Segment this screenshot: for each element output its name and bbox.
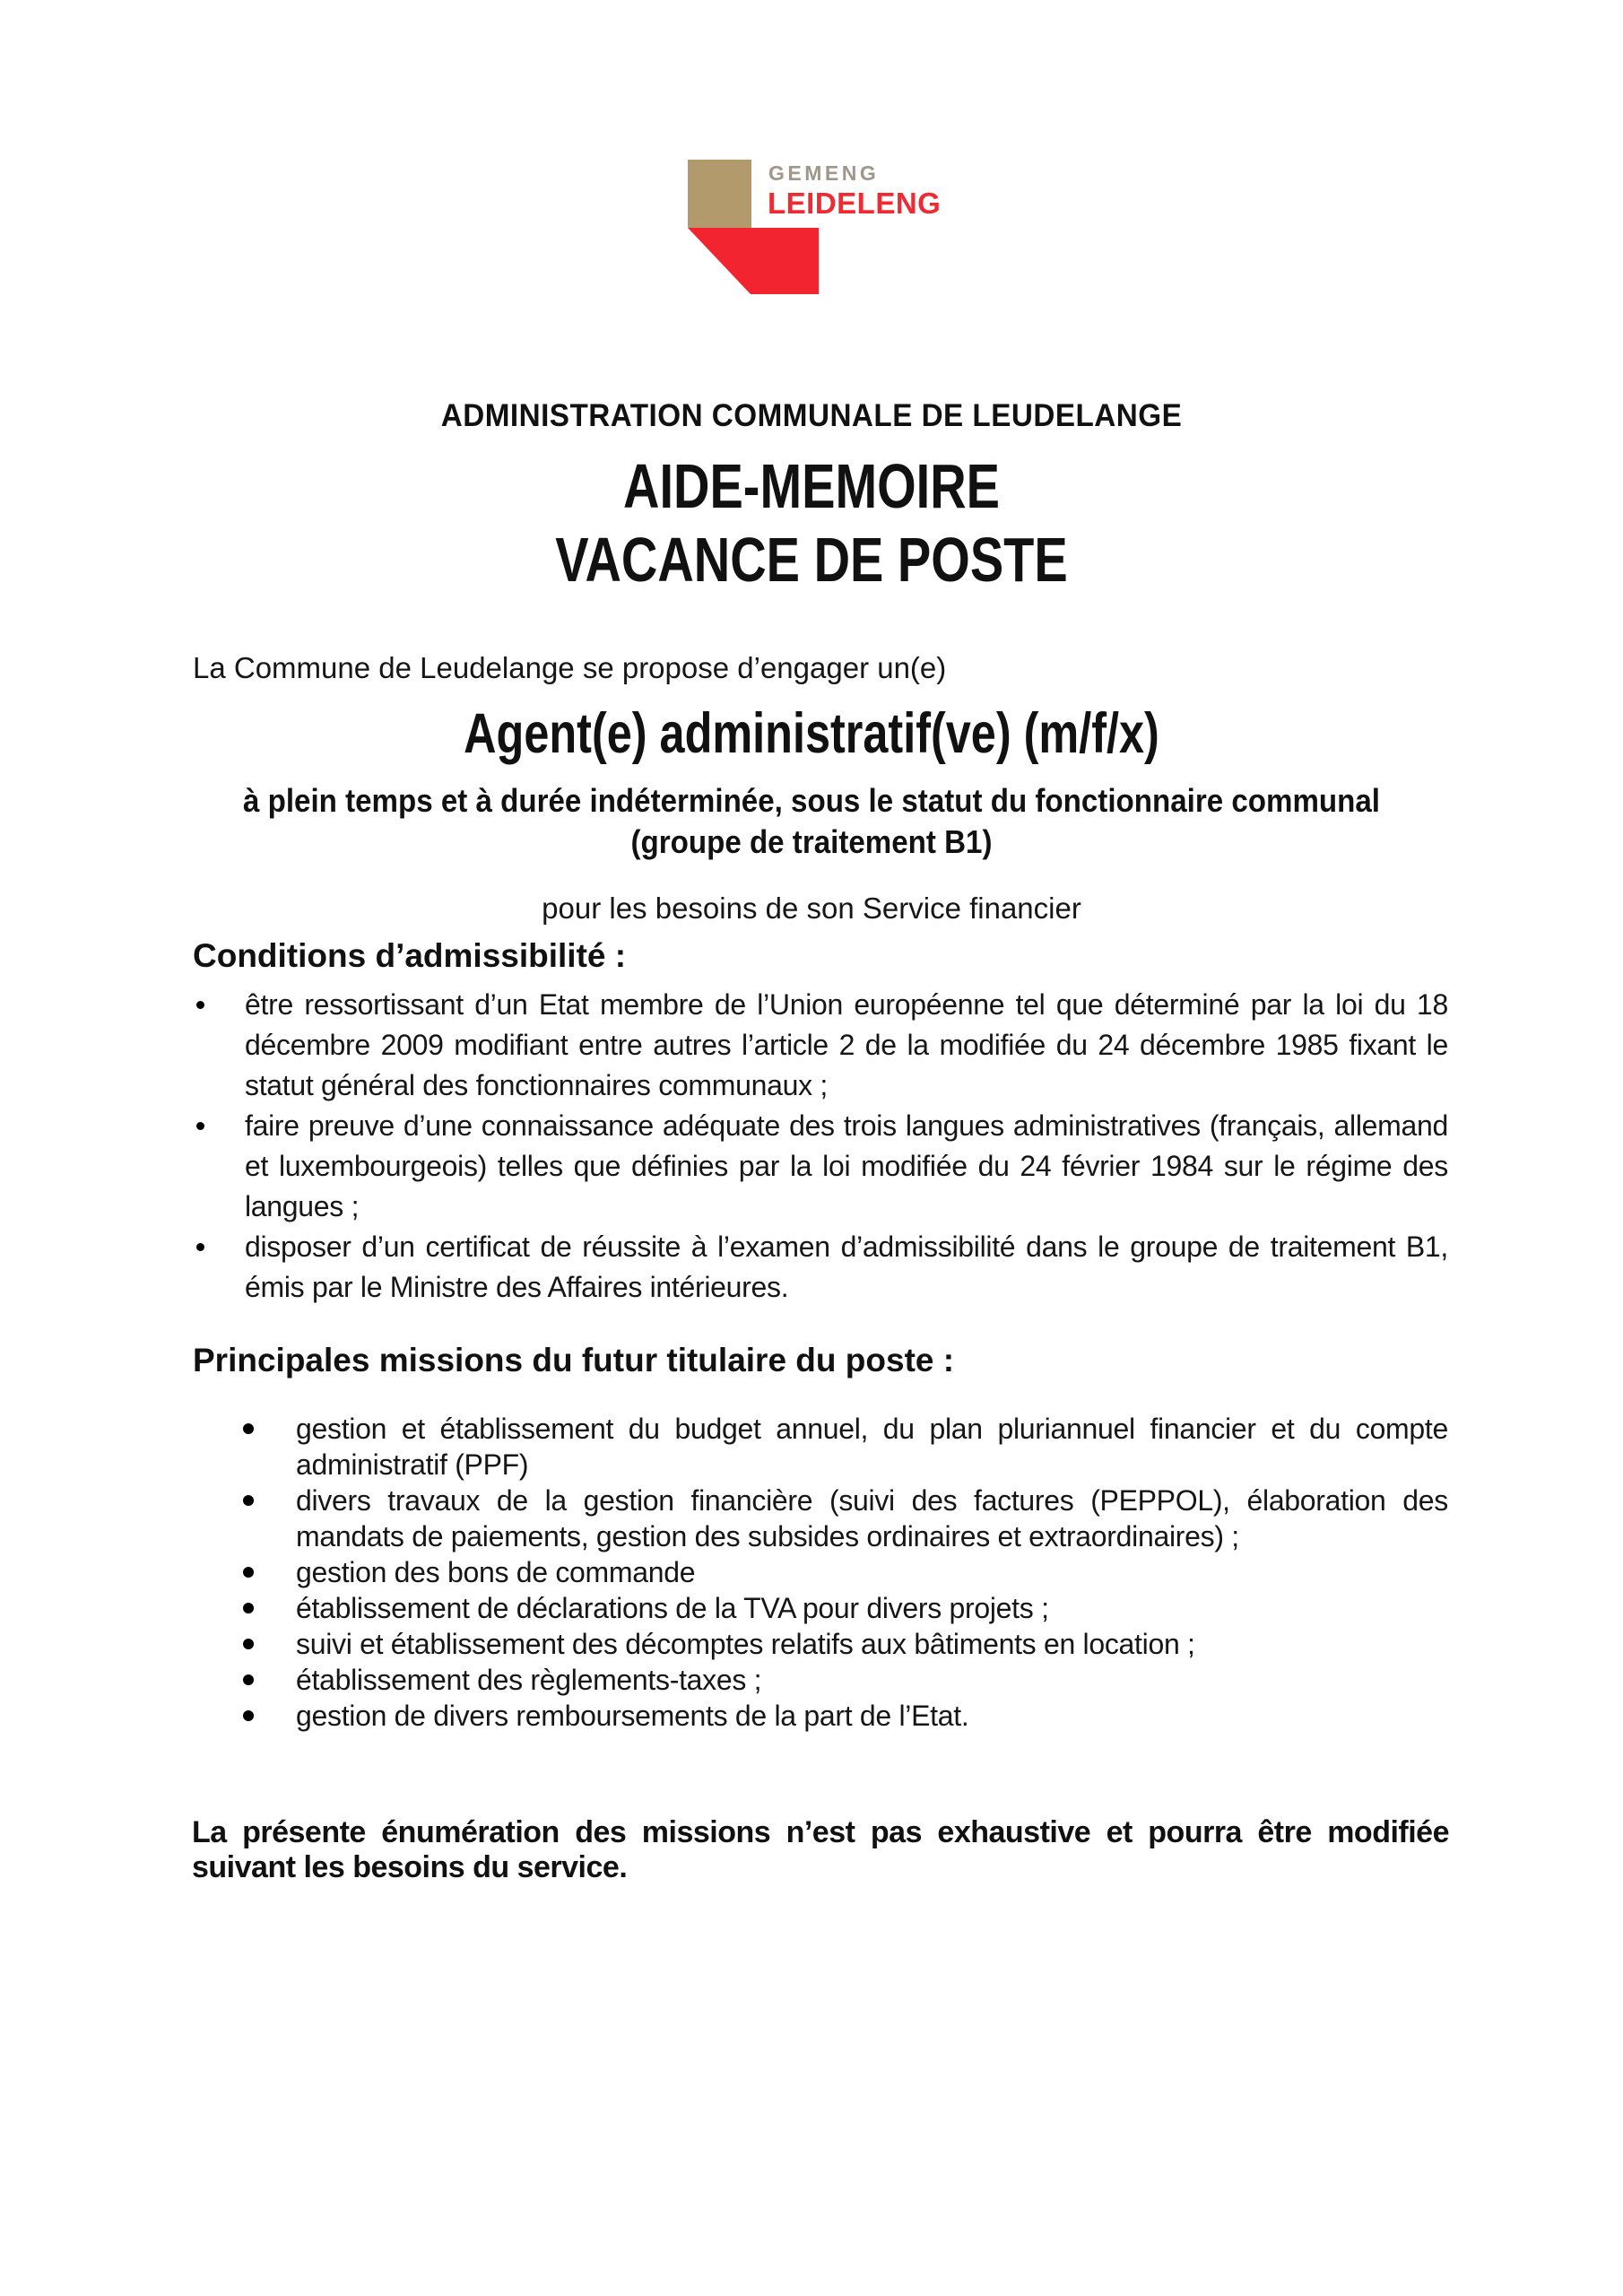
bullet-icon: [196, 1122, 204, 1130]
logo-flag-shape: [688, 228, 819, 294]
missions-heading: Principales missions du futur titulaire du poste :: [193, 1342, 955, 1378]
list-item-text: gestion et établissement du budget annuel, du plan pluriannuel financier et du compte administratif (PPF): [296, 1413, 1448, 1481]
administration-header: ADMINISTRATION COMMUNALE DE LEUDELANGE: [440, 398, 1183, 433]
document-title-line2: VACANCE DE POSTE: [555, 525, 1068, 595]
list-item: [240, 1698, 1448, 1734]
list-item-text: établissement des règlements-taxes ;: [296, 1664, 762, 1696]
bullet-icon: [243, 1710, 254, 1721]
logo-square-shape: [688, 160, 751, 228]
conditions-heading: Conditions d’admissibilité :: [193, 937, 627, 974]
list-item: [240, 1411, 1448, 1483]
job-subtitle-line1: à plein temps et à durée indéterminée, sous le statut du fonctionnaire communal: [242, 782, 1381, 819]
bullet-icon: [196, 1243, 204, 1251]
document-title: [162, 449, 1461, 596]
commune-logo-graphic: [681, 154, 968, 298]
bullet-icon: [196, 1001, 204, 1009]
list-item: [240, 1662, 1448, 1698]
logo-leideleng-text: LEIDELENG: [768, 187, 942, 220]
job-subtitle: [65, 780, 1558, 863]
bullet-icon: [243, 1603, 254, 1613]
bullet-icon: [243, 1674, 254, 1685]
list-item-text: gestion de divers remboursements de la part de l’Etat.: [296, 1700, 969, 1732]
list-item-text: faire preuve d’une connaissance adéquate des trois langues administratives (français, allemand et luxembourgeois) telles que définies par la loi modifiée du 24 février 1984 sur le régime des langues ;: [245, 1109, 1448, 1222]
closing-note: La présente énumération des missions n’est pas exhaustive et pourra être modifiée suivant les besoins du service.: [192, 1815, 1449, 1884]
list-item: [193, 985, 1448, 1106]
list-item: [240, 1626, 1448, 1662]
list-item: [240, 1554, 1448, 1590]
list-item-text: divers travaux de la gestion financière (suivi des factures (PEPPOL), élaboration des mandats de paiements, gestion des subsides ordinaires et extraordinaires) ;: [296, 1484, 1448, 1552]
bullet-icon: [243, 1639, 254, 1649]
bullet-icon: [243, 1495, 254, 1506]
list-item: [240, 1483, 1448, 1554]
document-title-line1: AIDE-MEMOIRE: [623, 451, 1000, 521]
commune-logo: [681, 154, 968, 298]
list-item-text: être ressortissant d’un Etat membre de l’Union européenne tel que déterminé par la loi du 18 décembre 2009 modifiant entre autres l’article 2 de la modifiée du 24 décembre 1985 fixant le statut général des fonctionnaires communaux ;: [245, 988, 1448, 1101]
missions-list: [240, 1411, 1448, 1734]
logo-gemeng-text: GEMENG: [768, 161, 880, 185]
list-item: [240, 1590, 1448, 1626]
job-purpose: pour les besoins de son Service financier: [542, 891, 1081, 925]
list-item: [193, 1106, 1448, 1227]
intro-sentence: La Commune de Leudelange se propose d’engager un(e): [193, 651, 947, 684]
list-item-text: établissement de déclarations de la TVA pour divers projets ;: [296, 1592, 1049, 1624]
list-item-text: gestion des bons de commande: [296, 1556, 696, 1588]
list-item-text: suivi et établissement des décomptes relatifs aux bâtiments en location ;: [296, 1628, 1195, 1660]
job-subtitle-line2: (groupe de traitement B1): [630, 823, 993, 860]
conditions-list: [193, 985, 1448, 1308]
bullet-icon: [243, 1423, 254, 1434]
job-title: Agent(e) administratif(ve) (m/f/x): [464, 702, 1159, 765]
list-item-text: disposer d’un certificat de réussite à l’examen d’admissibilité dans le groupe de traitement B1, émis par le Ministre des Affaires intérieures.: [245, 1231, 1448, 1303]
list-item: [193, 1227, 1448, 1308]
bullet-icon: [243, 1567, 254, 1578]
